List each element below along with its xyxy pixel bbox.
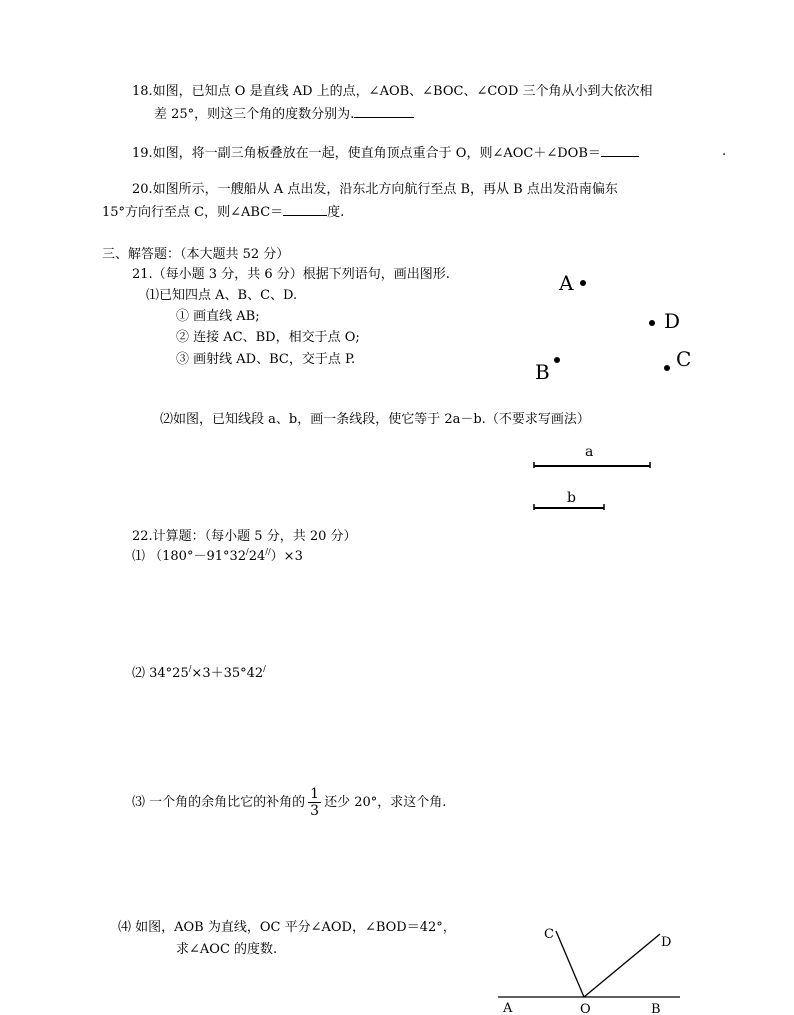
- q22-part4-line2: 求∠AOC 的度数.: [176, 942, 278, 957]
- fig-label-d: D: [661, 935, 672, 950]
- point-a-dot: [580, 280, 586, 286]
- q22-p1-second-mark: //: [265, 547, 271, 556]
- fig-label-c: C: [544, 927, 554, 942]
- ray-od: [584, 934, 660, 997]
- q22-part4-line1: ⑷ 如图，AOB 为直线，OC 平分∠AOD，∠BOD＝42°，: [118, 920, 456, 935]
- point-b-dot: [554, 357, 560, 363]
- q18-answer-blank[interactable]: [354, 105, 414, 118]
- q22-part3: [132, 786, 446, 820]
- point-d-label: D: [664, 309, 681, 333]
- q22-p2-b: ×3＋35°42: [191, 666, 264, 681]
- q20-line2a: 15°方向行至点 C，则∠ABC＝: [102, 205, 284, 220]
- q22-p3-a: ⑶ 一个角的余角比它的补角的: [132, 795, 306, 810]
- point-a-label: A: [559, 271, 574, 295]
- angle-figure: [494, 920, 684, 1015]
- q19-end: .: [722, 144, 727, 159]
- q19-text: 19.如图，将一副三角板叠放在一起，使直角顶点重合于 O，则∠AOC＋∠DOB＝: [132, 146, 601, 161]
- q21-title: 21.（每小题 3 分，共 6 分）根据下列语句，画出图形.: [132, 267, 450, 282]
- segment-b: [530, 500, 610, 514]
- q22-part2: [132, 666, 266, 683]
- fraction-denominator: 3: [310, 803, 320, 819]
- q20-answer-blank[interactable]: [283, 203, 327, 216]
- ray-oc: [556, 931, 584, 997]
- q20-line2b: 度.: [327, 205, 345, 220]
- q22-p2-a: ⑵ 34°25: [132, 666, 189, 681]
- point-c-label: C: [676, 347, 692, 371]
- q22-part1: [132, 549, 303, 566]
- fig-label-a: A: [503, 1001, 513, 1015]
- point-c-dot: [664, 365, 670, 371]
- q19-answer-blank[interactable]: [601, 144, 639, 157]
- segment-a-label: a: [585, 444, 594, 460]
- q21-step2: ② 连接 AC、BD，相交于点 O;: [176, 330, 360, 345]
- fig-label-o: O: [580, 1002, 591, 1015]
- q21-part1: ⑴已知四点 A、B、C、D.: [146, 288, 298, 303]
- q22-title: 22.计算题：（每小题 5 分，共 20 分）: [132, 529, 357, 544]
- q18-line2-text: 差 25°，则这三个角的度数分别为.: [154, 107, 355, 122]
- q21-step1: ① 画直线 AB;: [176, 309, 260, 324]
- section3-title: 三、解答题：（本大题共 52 分）: [102, 247, 290, 262]
- q19-line: [132, 144, 639, 162]
- q21-step3: ③ 画射线 AD、BC，交于点 P.: [176, 352, 356, 367]
- q18-line2: [154, 105, 414, 123]
- point-b-label: B: [535, 360, 550, 384]
- fraction-one-third: [308, 786, 321, 819]
- q22-p3-b: 还少 20°，求这个角.: [324, 795, 447, 810]
- q22-p1-minute-mark: /: [246, 547, 249, 556]
- point-d-dot: [649, 320, 655, 326]
- segment-b-label: b: [567, 490, 576, 506]
- q20-line2: [102, 203, 344, 221]
- q22-p1-a: ⑴ （180°－91°32: [132, 549, 247, 564]
- fig-label-b: B: [651, 1002, 661, 1015]
- q20-line1: 20.如图所示，一艘船从 A 点出发，沿东北方向航行至点 B，再从 B 点出发沿南偏东: [132, 182, 618, 197]
- q22-p1-b: 24: [248, 549, 266, 564]
- segment-a: [530, 458, 656, 472]
- q22-p1-c: ）×3: [270, 549, 303, 564]
- fraction-numerator: 1: [310, 786, 320, 802]
- q18-line1: 18.如图，已知点 O 是直线 AD 上的点，∠AOB、∠BOC、∠COD 三个角从小到大依次相: [132, 84, 653, 99]
- q22-p2-minute-mark: /: [188, 664, 192, 673]
- q21-part2: ⑵如图，已知线段 a、b，画一条线段，使它等于 2a－b.（不要求写画法）: [160, 412, 590, 427]
- q22-p2-minute-mark-2: /: [263, 664, 266, 673]
